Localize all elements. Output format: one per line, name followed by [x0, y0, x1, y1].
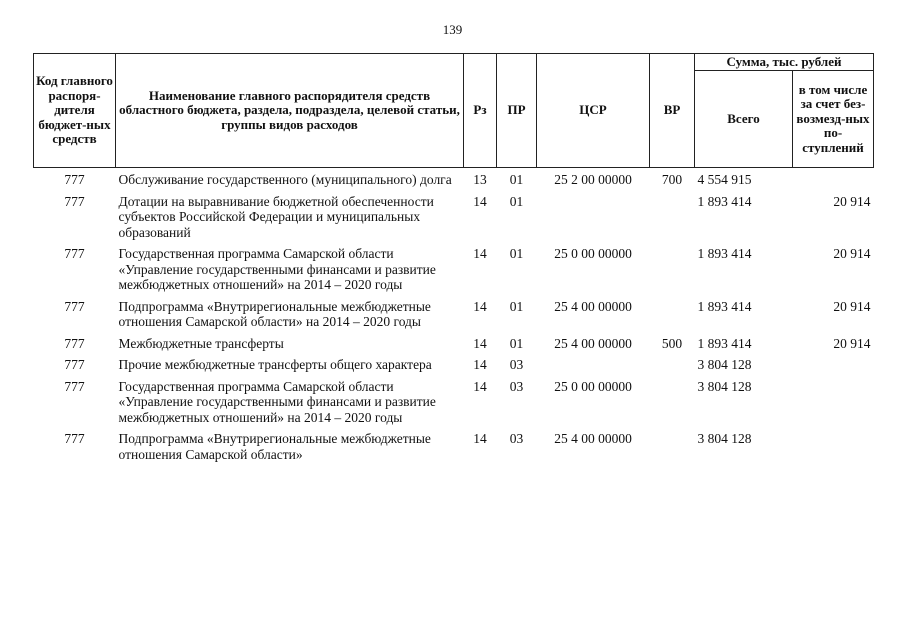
cell-csr: 25 0 00 00000 — [554, 246, 632, 261]
cell-csr — [537, 188, 650, 241]
table-row — [34, 425, 874, 462]
cell-rz: 14 — [473, 431, 487, 446]
cell-csr: 25 4 00 00000 — [554, 335, 632, 351]
cell-vr — [650, 240, 695, 293]
table-row — [34, 188, 874, 241]
header-free: в том числе за счет без-возмезд-ных по-ступлений — [793, 71, 874, 168]
cell-name: Обслуживание государственного (муниципального) долга — [118, 172, 452, 187]
header-name: Наименование главного распорядителя средств областного бюджета, раздела, подраздела, целевой статьи, группы видов расходов — [116, 54, 464, 168]
cell-csr: 25 4 00 00000 — [554, 431, 632, 446]
cell-total: 3 804 128 — [697, 378, 752, 394]
cell-pr: 03 — [509, 378, 524, 394]
cell-vr — [650, 293, 695, 330]
cell-name: Государственная программа Самарской области «Управление государственными финансами и развитие межбюджетных отношений» на 2014 – 2020 годы — [118, 378, 436, 425]
cell-total: 1 893 414 — [697, 193, 752, 209]
header-vr: ВР — [650, 54, 695, 168]
cell-free — [793, 168, 874, 188]
cell-vr: 500 — [661, 335, 683, 351]
cell-vr: 700 — [661, 172, 683, 187]
cell-vr — [650, 373, 695, 426]
cell-pr: 01 — [509, 193, 524, 209]
table-body — [34, 168, 874, 463]
cell-free — [793, 373, 874, 426]
cell-pr: 01 — [509, 335, 524, 351]
cell-pr: 01 — [509, 298, 524, 314]
cell-free — [793, 425, 874, 462]
page-number: 139 — [442, 22, 463, 37]
cell-total: 4 554 915 — [697, 172, 752, 187]
cell-code: 777 — [64, 378, 85, 394]
header-code: Код главного распоря-дителя бюджет-ных средств — [34, 54, 116, 168]
cell-name: Прочие межбюджетные трансферты общего характера — [118, 357, 432, 372]
cell-total: 1 893 414 — [697, 335, 752, 351]
cell-rz: 14 — [473, 193, 487, 209]
table-row — [34, 373, 874, 426]
cell-name: Дотации на выравнивание бюджетной обеспеченности субъектов Российской Федерации и муниципальных образований — [118, 193, 434, 240]
header-pr: ПР — [497, 54, 537, 168]
cell-rz: 14 — [473, 298, 487, 314]
budget-table — [33, 53, 874, 462]
cell-total: 3 804 128 — [697, 357, 752, 372]
cell-rz: 14 — [473, 335, 487, 351]
cell-code: 777 — [64, 335, 85, 351]
cell-free: 20 914 — [833, 246, 871, 261]
cell-csr: 25 4 00 00000 — [554, 298, 632, 314]
header-sum: Сумма, тыс. рублей — [695, 54, 874, 71]
header-total: Всего — [695, 71, 793, 168]
cell-vr — [650, 351, 695, 373]
cell-csr: 25 0 00 00000 — [554, 378, 632, 394]
cell-rz: 14 — [473, 246, 487, 261]
cell-code: 777 — [64, 193, 85, 209]
cell-code: 777 — [64, 298, 85, 314]
cell-total: 1 893 414 — [697, 298, 752, 314]
cell-code: 777 — [64, 357, 85, 372]
header-csr: ЦСР — [537, 54, 650, 168]
cell-pr: 01 — [509, 172, 524, 187]
table-row — [34, 168, 874, 188]
table-header — [34, 54, 874, 168]
cell-code: 777 — [64, 246, 85, 261]
cell-name: Подпрограмма «Внутрирегиональные межбюджетные отношения Самарской области» на 2014 – 2020 годы — [118, 298, 431, 329]
cell-pr: 03 — [509, 357, 524, 372]
cell-rz: 14 — [473, 378, 487, 394]
cell-csr: 25 2 00 00000 — [554, 172, 632, 187]
cell-pr: 01 — [509, 246, 524, 261]
cell-name: Подпрограмма «Внутрирегиональные межбюджетные отношения Самарской области» — [118, 431, 431, 462]
cell-rz: 14 — [473, 357, 487, 372]
table-row — [34, 351, 874, 373]
cell-total: 1 893 414 — [697, 246, 752, 261]
cell-free: 20 914 — [833, 193, 871, 209]
cell-free: 20 914 — [833, 335, 871, 351]
cell-vr — [650, 188, 695, 241]
table-row — [34, 293, 874, 330]
header-rz: Рз — [464, 54, 497, 168]
cell-code: 777 — [64, 431, 85, 446]
cell-free: 20 914 — [833, 298, 871, 314]
table-row — [34, 240, 874, 293]
cell-rz: 13 — [473, 172, 487, 187]
cell-free — [793, 351, 874, 373]
cell-total: 3 804 128 — [697, 431, 752, 446]
cell-name: Межбюджетные трансферты — [118, 335, 284, 351]
cell-pr: 03 — [509, 431, 524, 446]
cell-csr — [537, 351, 650, 373]
cell-vr — [650, 425, 695, 462]
cell-code: 777 — [64, 172, 85, 187]
table-row — [34, 330, 874, 352]
cell-name: Государственная программа Самарской области «Управление государственными финансами и развитие межбюджетных отношений» на 2014 – 2020 годы — [118, 246, 436, 292]
